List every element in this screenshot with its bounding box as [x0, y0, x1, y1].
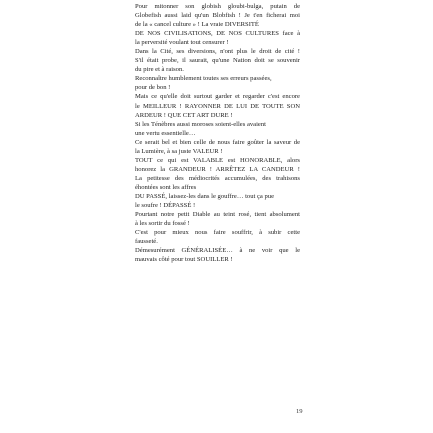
text-line: DE NOS CIVILISATIONS, DE NOS CULTURES face à [135, 30, 300, 38]
text-line: pour de bon ! [135, 84, 171, 92]
body-text [135, 2, 300, 264]
text-line: mauvais côté pour tout SOUILLER ! [135, 256, 233, 264]
text-line: Globefish aussi laid qu'un Blobfish ! Je t'en ficherai moi [135, 12, 300, 20]
text-line: Pour mitonner son globish gloubi-bulga, putain de [135, 3, 300, 10]
page-number: 19 [296, 408, 303, 415]
text-line: ARDEUR ! QUE CET ART DURE ! [135, 111, 233, 119]
text-line: Ce serait bel et bien celle de nous faire goûter la saveur de [135, 138, 300, 146]
text-line: honorez la GRANDEUR ! ARRÊTEZ LA CANDEUR ! [135, 165, 300, 173]
text-line: la perversité voulant tout censurer ! [135, 39, 229, 47]
text-line: Dans la Cité, ses diversions, n'ont plus le droit de cité ! [135, 48, 300, 56]
text-line: une vertu essentielle… [135, 129, 196, 137]
text-line: le soufre ! DÉPASSÉ ! [135, 202, 196, 210]
text-line: Mais ce qu'elle doit surtout garder et regarder c'est encore [135, 93, 300, 101]
text-line: Reconnaître humblement toutes ses erreurs passées, [135, 75, 272, 83]
text-line: Démesurément GÉNÉRALISÉE… à ne voir que le [135, 247, 300, 255]
text-line: DU PASSÉ, laissez-les dans le gouffre… tout ça pue [135, 192, 274, 200]
text-line: Si les Ténèbres aussi moroses soient-elles avaient [135, 120, 266, 128]
text-line: Pourtant notre petit Diable au teint rosé, tient absolument [135, 211, 300, 219]
text-line: S'il était probe, il saurait, qu'une Nation doit se souvenir [135, 57, 300, 65]
text-line: éhontées sont les affres [135, 183, 197, 191]
text-line: de la « cancel culture » ! La vraie DIVERSITÉ [135, 21, 259, 29]
text-line: du pire et à raison. [135, 66, 184, 74]
text-line: fausseté. [135, 238, 158, 246]
text-line: à les sortir du fossé ! [135, 220, 190, 228]
text-line: la Lumière, à sa juste VALEUR ! [135, 147, 223, 155]
text-line: C'est pour mieux nous faire souffrir, à subir cette [135, 229, 300, 237]
text-line: La petitesse des médiocrités accumulées, des trahisons [135, 174, 300, 182]
text-line: le MEILLEUR ! RAYONNER DE LUI DE TOUTE SON [135, 102, 300, 110]
text-line: TOUT ce qui est VALABLE est HONORABLE, alors [135, 156, 300, 164]
